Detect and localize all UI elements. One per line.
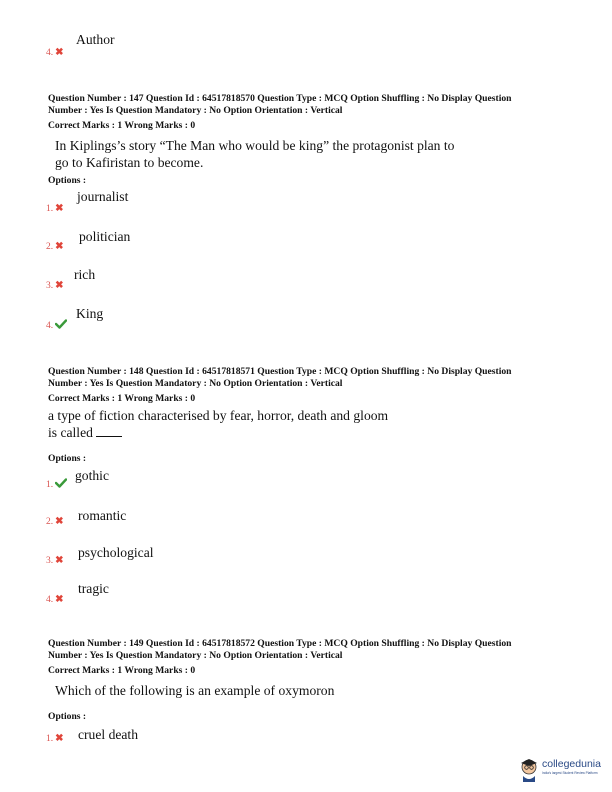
- option-number: [46, 733, 64, 744]
- option-number: [46, 203, 64, 214]
- option-number-label: 1.: [46, 734, 54, 744]
- option-number-label: 3.: [46, 556, 54, 566]
- option-number: [46, 241, 64, 252]
- wrong-mark-icon: ✖: [55, 555, 64, 566]
- question-text-line2: go to Kafiristan to become.: [55, 155, 204, 170]
- option-text: King: [76, 306, 104, 321]
- option-number: [46, 478, 67, 490]
- logo-name: collegedunia: [542, 758, 601, 770]
- options-label: Options :: [48, 175, 87, 186]
- option-text: romantic: [78, 508, 127, 523]
- option-number-label: 4.: [46, 321, 54, 331]
- option-text: tragic: [78, 581, 109, 596]
- wrong-mark-icon: ✖: [55, 203, 64, 214]
- options-label: Options :: [48, 711, 87, 722]
- logo-tagline: India's largest Student Review Platform: [542, 771, 598, 775]
- correct-check-icon: [55, 319, 67, 329]
- wrong-mark-icon: ✖: [55, 280, 64, 291]
- answer-blank: [96, 426, 122, 437]
- question-marks: Correct Marks : 1 Wrong Marks : 0: [48, 120, 196, 131]
- question-text-line1: In Kiplings’s story “The Man who would be king” the protagonist plan to: [55, 138, 455, 153]
- question-meta-line2: Number : Yes Is Question Mandatory : No Option Orientation : Vertical: [48, 650, 343, 661]
- option-text: gothic: [75, 468, 109, 483]
- question-marks: Correct Marks : 1 Wrong Marks : 0: [48, 393, 196, 404]
- logo-mascot-icon: [518, 756, 540, 782]
- option-number-label: 1.: [46, 204, 54, 214]
- wrong-mark-icon: ✖: [55, 594, 64, 605]
- option-number: [46, 516, 64, 527]
- option-text: rich: [74, 267, 96, 282]
- collegedunia-logo: [518, 756, 610, 784]
- question-text-line1: a type of fiction characterised by fear, horror, death and gloom: [48, 408, 389, 423]
- option-number: [46, 319, 67, 331]
- question-text-line2: [48, 424, 122, 441]
- option-text: journalist: [77, 189, 129, 204]
- option-number: [46, 594, 64, 605]
- question-marks: Correct Marks : 1 Wrong Marks : 0: [48, 665, 196, 676]
- option-text: cruel death: [78, 727, 139, 742]
- option-text: Author: [76, 32, 115, 47]
- correct-check-icon: [55, 478, 67, 488]
- question-meta-line2: Number : Yes Is Question Mandatory : No Option Orientation : Vertical: [48, 105, 343, 116]
- option-text: politician: [79, 229, 131, 244]
- question-text-line1: Which of the following is an example of oxymoron: [55, 683, 335, 698]
- options-label: Options :: [48, 453, 87, 464]
- question-meta-line2: Number : Yes Is Question Mandatory : No Option Orientation : Vertical: [48, 378, 343, 389]
- question-meta-line1: Question Number : 148 Question Id : 64517818571 Question Type : MCQ Option Shuffling : No Display Question: [48, 366, 512, 377]
- question-meta-line1: Question Number : 147 Question Id : 64517818570 Question Type : MCQ Option Shuffling : No Display Question: [48, 93, 512, 104]
- wrong-mark-icon: ✖: [55, 516, 64, 527]
- option-number-label: 1.: [46, 480, 54, 490]
- wrong-mark-icon: ✖: [55, 733, 64, 744]
- option-text: psychological: [78, 545, 154, 560]
- option-number: [46, 555, 64, 566]
- option-number-label: 2.: [46, 242, 54, 252]
- wrong-mark-icon: ✖: [55, 47, 64, 58]
- option-number-label: 4.: [46, 595, 54, 605]
- option-number-label: 2.: [46, 517, 54, 527]
- question-meta-line1: Question Number : 149 Question Id : 64517818572 Question Type : MCQ Option Shuffling : No Display Question: [48, 638, 512, 649]
- wrong-mark-icon: ✖: [55, 241, 64, 252]
- option-number: [46, 47, 64, 58]
- question-text-line2-label: is called: [48, 425, 93, 440]
- option-number: [46, 280, 64, 291]
- option-number-label: 4.: [46, 48, 54, 58]
- option-number-label: 3.: [46, 281, 54, 291]
